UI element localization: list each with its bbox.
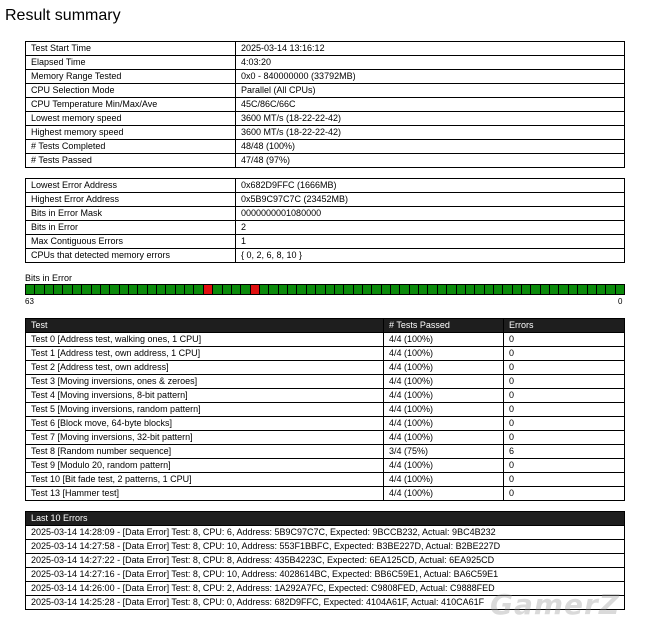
test-test-cell: Test 4 [Moving inversions, 8-bit pattern] [26,389,384,403]
bit-cell-ok [335,285,344,294]
row-value: 3600 MT/s (18-22-22-42) [236,126,625,140]
bit-cell-ok [232,285,241,294]
bit-cell-ok [223,285,232,294]
test-row [26,403,625,417]
page-title: Result summary [5,7,121,24]
tests-header-test: Test [26,319,384,333]
bit-cell-ok [73,285,82,294]
test-errors-cell: 6 [504,445,625,459]
bit-cell-ok [35,285,44,294]
bit-cell-ok [410,285,419,294]
bit-cell-ok [148,285,157,294]
row-label: # Tests Completed [26,140,236,154]
error-summary-row [26,249,625,263]
test-errors-cell: 0 [504,347,625,361]
summary-table [25,41,625,168]
bit-cell-ok [63,285,72,294]
bit-cell-ok [26,285,35,294]
row-label: CPU Temperature Min/Max/Ave [26,98,236,112]
bit-cell-ok [194,285,203,294]
bit-cell-ok [438,285,447,294]
row-label: Max Contiguous Errors [26,235,236,249]
bit-cell-ok [616,285,624,294]
test-row [26,347,625,361]
row-label: Lowest memory speed [26,112,236,126]
row-value: 2 [236,221,625,235]
bit-cell-ok [138,285,147,294]
last-errors-header-row [26,512,625,526]
bit-cell-ok [120,285,129,294]
bits-max-label: 0 [618,297,623,306]
row-value: 0x682D9FFC (1666MB) [236,179,625,193]
row-label: Bits in Error Mask [26,207,236,221]
error-log-entry: 2025-03-14 14:28:09 - [Data Error] Test: 8, CPU: 6, Address: 5B9C97C7C, Expected: 9BCCB232, Actual: 9BC4B232 [26,526,625,540]
bit-cell-ok [428,285,437,294]
test-passed-cell: 4/4 (100%) [384,459,504,473]
test-errors-cell: 0 [504,361,625,375]
error-log-entry: 2025-03-14 14:26:00 - [Data Error] Test: 8, CPU: 2, Address: 1A292A7FC, Expected: C9808FED, Actual: C9888FED [26,582,625,596]
test-row [26,389,625,403]
bit-cell-ok [326,285,335,294]
test-errors-cell: 0 [504,389,625,403]
test-passed-cell: 4/4 (100%) [384,333,504,347]
test-test-cell: Test 0 [Address test, walking ones, 1 CPU] [26,333,384,347]
row-label: Elapsed Time [26,56,236,70]
bit-cell-ok [400,285,409,294]
watermark-logo: GamerZ [490,588,621,621]
bits-in-error-bar [25,284,625,295]
bit-cell-ok [475,285,484,294]
bit-cell-ok [503,285,512,294]
test-passed-cell: 3/4 (75%) [384,445,504,459]
bit-cell-ok [260,285,269,294]
test-test-cell: Test 8 [Random number sequence] [26,445,384,459]
error-summary-row [26,235,625,249]
row-label: Bits in Error [26,221,236,235]
bit-cell-ok [213,285,222,294]
bit-cell-ok [54,285,63,294]
bit-cell-ok [559,285,568,294]
test-test-cell: Test 6 [Block move, 64-byte blocks] [26,417,384,431]
row-label: Test Start Time [26,42,236,56]
test-errors-cell: 0 [504,333,625,347]
bit-cell-ok [92,285,101,294]
error-log-row [26,540,625,554]
bit-cell-ok [110,285,119,294]
summary-row [26,70,625,84]
test-row [26,445,625,459]
test-passed-cell: 4/4 (100%) [384,389,504,403]
error-log-row [26,596,625,610]
summary-row [26,42,625,56]
bit-cell-error [251,285,260,294]
summary-row [26,56,625,70]
bit-cell-ok [485,285,494,294]
tests-header-errors: Errors [504,319,625,333]
test-row [26,375,625,389]
test-errors-cell: 0 [504,459,625,473]
error-log-entry: 2025-03-14 14:27:22 - [Data Error] Test: 8, CPU: 8, Address: 435B4223C, Expected: 6EA125CD, Actual: 6EA925CD [26,554,625,568]
row-value: 0x0 - 840000000 (33792MB) [236,70,625,84]
test-errors-cell: 0 [504,487,625,501]
test-errors-cell: 0 [504,375,625,389]
bit-cell-ok [363,285,372,294]
bit-cell-ok [597,285,606,294]
test-passed-cell: 4/4 (100%) [384,347,504,361]
summary-row [26,112,625,126]
bit-cell-ok [372,285,381,294]
error-summary-row [26,179,625,193]
bit-cell-ok [241,285,250,294]
bit-cell-ok [269,285,278,294]
test-row [26,361,625,375]
test-errors-cell: 0 [504,473,625,487]
bit-cell-ok [288,285,297,294]
tests-header-passed: # Tests Passed [384,319,504,333]
test-test-cell: Test 10 [Bit fade test, 2 patterns, 1 CPU] [26,473,384,487]
test-passed-cell: 4/4 (100%) [384,403,504,417]
bit-cell-ok [166,285,175,294]
test-row [26,417,625,431]
summary-row [26,126,625,140]
bit-cell-ok [45,285,54,294]
bit-cell-ok [541,285,550,294]
bit-cell-ok [531,285,540,294]
error-summary-row [26,207,625,221]
row-value: 1 [236,235,625,249]
error-log-row [26,568,625,582]
bit-cell-ok [297,285,306,294]
tests-table [25,318,625,501]
bit-cell-ok [279,285,288,294]
test-row [26,333,625,347]
test-errors-cell: 0 [504,431,625,445]
test-passed-cell: 4/4 (100%) [384,431,504,445]
summary-row [26,98,625,112]
bit-cell-ok [447,285,456,294]
row-label: CPU Selection Mode [26,84,236,98]
bit-cell-ok [157,285,166,294]
error-log-row [26,582,625,596]
row-value: 0x5B9C97C7C (23452MB) [236,193,625,207]
summary-row [26,140,625,154]
row-value: 0000000001080000 [236,207,625,221]
bit-cell-ok [578,285,587,294]
bit-cell-ok [494,285,503,294]
error-log-entry: 2025-03-14 14:25:28 - [Data Error] Test: 8, CPU: 0, Address: 682D9FFC, Expected: 4104A61F, Actual: 410CA61F [26,596,625,610]
bit-cell-ok [588,285,597,294]
test-test-cell: Test 5 [Moving inversions, random pattern] [26,403,384,417]
error-log-entry: 2025-03-14 14:27:58 - [Data Error] Test: 8, CPU: 10, Address: 553F1BBFC, Expected: B3BE227D, Actual: B2BE227D [26,540,625,554]
test-passed-cell: 4/4 (100%) [384,487,504,501]
bit-cell-ok [457,285,466,294]
test-test-cell: Test 9 [Modulo 20, random pattern] [26,459,384,473]
error-log-row [26,526,625,540]
bit-cell-ok [354,285,363,294]
bit-cell-ok [391,285,400,294]
test-row [26,459,625,473]
test-passed-cell: 4/4 (100%) [384,375,504,389]
bit-cell-ok [419,285,428,294]
bit-cell-ok [382,285,391,294]
test-errors-cell: 0 [504,403,625,417]
test-row [26,431,625,445]
bit-cell-ok [82,285,91,294]
test-test-cell: Test 13 [Hammer test] [26,487,384,501]
row-value: 47/48 (97%) [236,154,625,168]
row-value: Parallel (All CPUs) [236,84,625,98]
test-test-cell: Test 3 [Moving inversions, ones & zeroes] [26,375,384,389]
test-row [26,487,625,501]
error-summary-row [26,221,625,235]
row-value: 4:03:20 [236,56,625,70]
test-passed-cell: 4/4 (100%) [384,361,504,375]
error-summary-table [25,178,625,263]
row-label: # Tests Passed [26,154,236,168]
bit-cell-ok [606,285,615,294]
row-value: 45C/86C/66C [236,98,625,112]
summary-row [26,154,625,168]
row-label: Highest memory speed [26,126,236,140]
bit-cell-ok [550,285,559,294]
test-passed-cell: 4/4 (100%) [384,473,504,487]
bits-min-label: 63 [25,297,34,306]
row-value: 48/48 (100%) [236,140,625,154]
bit-cell-ok [513,285,522,294]
test-errors-cell: 0 [504,417,625,431]
bits-in-error-label: Bits in Error [25,273,73,283]
row-label: Highest Error Address [26,193,236,207]
error-log-row [26,554,625,568]
test-test-cell: Test 2 [Address test, own address] [26,361,384,375]
test-test-cell: Test 1 [Address test, own address, 1 CPU] [26,347,384,361]
bit-cell-ok [176,285,185,294]
row-value: 3600 MT/s (18-22-22-42) [236,112,625,126]
bit-cell-error [204,285,213,294]
last-errors-table [25,511,625,610]
bit-cell-ok [307,285,316,294]
error-log-entry: 2025-03-14 14:27:16 - [Data Error] Test: 8, CPU: 10, Address: 4028614BC, Expected: BB6C59E1, Actual: BA6C59E1 [26,568,625,582]
bit-cell-ok [344,285,353,294]
last-errors-header: Last 10 Errors [26,512,625,526]
test-row [26,473,625,487]
bit-cell-ok [316,285,325,294]
bit-cell-ok [185,285,194,294]
tests-header-row [26,319,625,333]
row-label: CPUs that detected memory errors [26,249,236,263]
bit-cell-ok [522,285,531,294]
bit-cell-ok [466,285,475,294]
row-value: 2025-03-14 13:16:12 [236,42,625,56]
bit-cell-ok [129,285,138,294]
error-summary-row [26,193,625,207]
row-value: { 0, 2, 6, 8, 10 } [236,249,625,263]
summary-row [26,84,625,98]
bit-cell-ok [101,285,110,294]
test-passed-cell: 4/4 (100%) [384,417,504,431]
test-test-cell: Test 7 [Moving inversions, 32-bit pattern] [26,431,384,445]
row-label: Memory Range Tested [26,70,236,84]
bit-cell-ok [569,285,578,294]
row-label: Lowest Error Address [26,179,236,193]
